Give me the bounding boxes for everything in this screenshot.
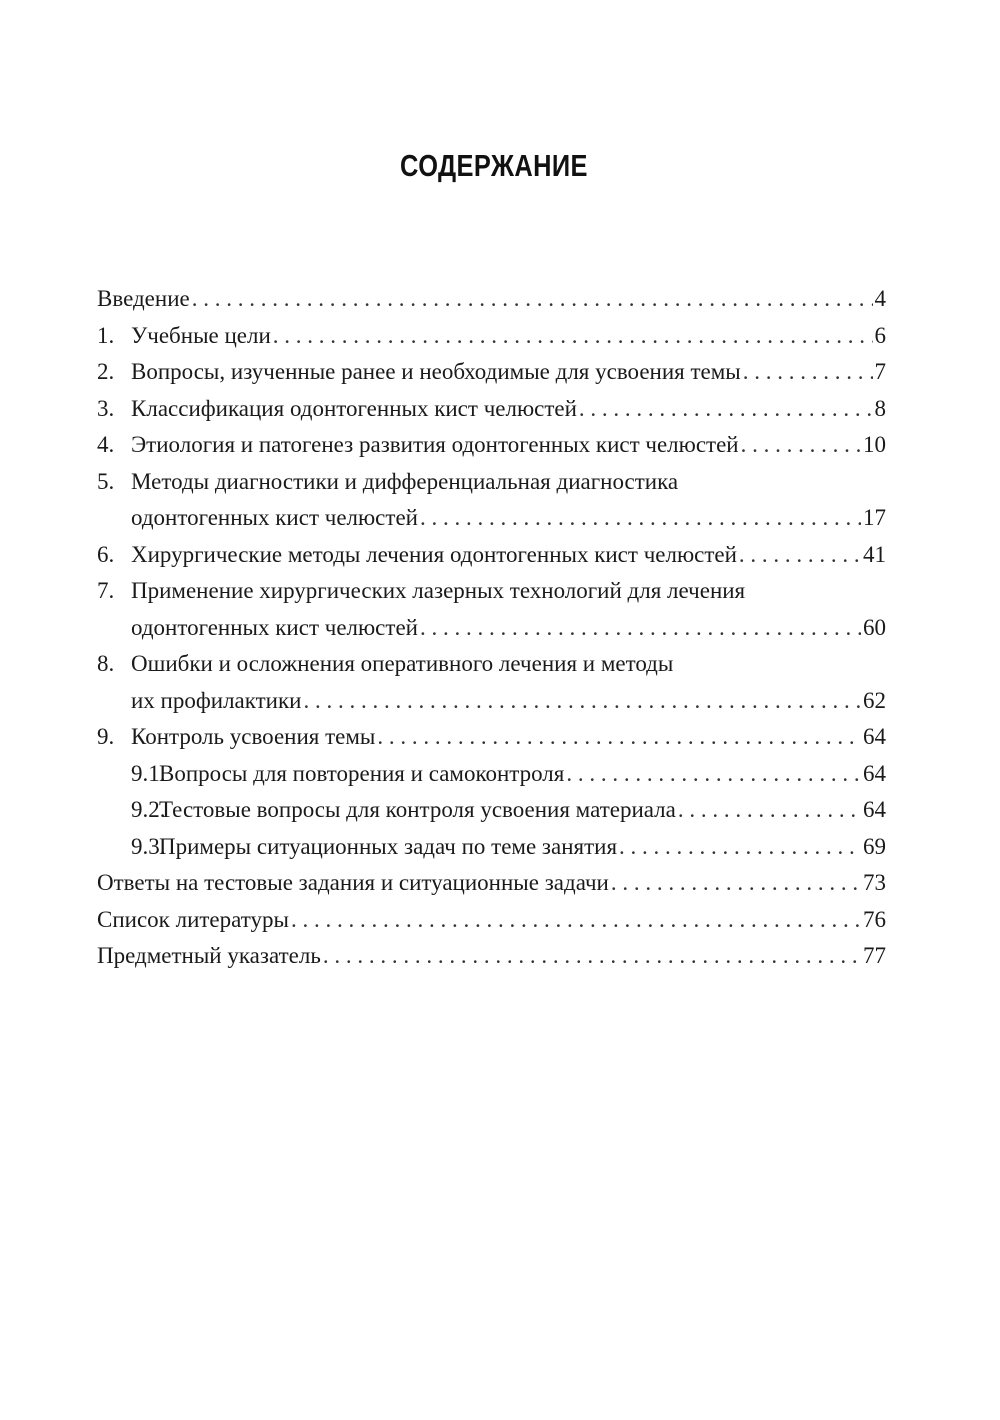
toc-entry-title-line-2: одонтогенных кист челюстей: [131, 505, 418, 530]
toc-entry-title-line-1: Ошибки и осложнения оперативного лечения и методы: [131, 651, 674, 676]
toc-entry-7[interactable]: [97, 573, 886, 646]
dot-leader: [420, 500, 861, 537]
toc-entry-9[interactable]: [97, 719, 886, 756]
table-of-contents: [97, 281, 886, 975]
toc-entry-number: 7.: [97, 578, 115, 603]
toc-entry-index[interactable]: [97, 938, 886, 975]
toc-entry-number: 9.: [97, 724, 115, 749]
toc-entry-title: Предметный указатель: [97, 943, 321, 968]
dot-leader: [743, 354, 873, 391]
toc-entry-3[interactable]: [97, 391, 886, 428]
toc-entry-9-1[interactable]: [97, 756, 886, 793]
toc-entry-references[interactable]: [97, 902, 886, 939]
toc-entry-number: 4.: [97, 432, 115, 457]
toc-entry-number: 9.1.: [131, 760, 166, 786]
toc-page-number: 69: [863, 833, 886, 859]
dot-leader: [611, 865, 861, 902]
toc-line: [97, 792, 886, 829]
toc-line: [97, 391, 886, 428]
toc-line: [97, 683, 886, 720]
toc-entry-title: Классификация одонтогенных кист челюстей: [131, 395, 577, 421]
toc-page-number: 62: [863, 687, 886, 713]
dot-leader: [619, 829, 861, 866]
toc-page-number: 17: [863, 505, 886, 530]
toc-page-number: 60: [863, 614, 886, 640]
toc-line: [97, 318, 886, 355]
toc-entry-8[interactable]: [97, 646, 886, 719]
dot-leader: [739, 537, 861, 574]
toc-entry-number: 2.: [97, 359, 115, 384]
toc-line: [97, 573, 886, 610]
toc-page-number: 6: [874, 322, 886, 348]
toc-entry-9-2[interactable]: [97, 792, 886, 829]
toc-page-number: 64: [863, 760, 886, 786]
toc-entry-number: 8.: [97, 651, 115, 676]
toc-entry-number: 5.: [97, 468, 115, 494]
dot-leader: [566, 756, 861, 793]
toc-line: [97, 427, 886, 464]
toc-line: [97, 537, 886, 574]
toc-entry-6[interactable]: [97, 537, 886, 574]
toc-line: [97, 938, 886, 975]
toc-entry-title: Список литературы: [97, 906, 289, 932]
toc-entry-title: Учебные цели: [131, 322, 271, 348]
toc-entry-title-line-2: их профилактики: [131, 687, 302, 713]
dot-leader: [420, 610, 861, 647]
toc-entry-number: 3.: [97, 395, 115, 421]
toc-entry-title: Примеры ситуационных задач по теме занятия: [159, 833, 618, 859]
toc-line: [97, 464, 886, 501]
toc-entry-title: Тестовые вопросы для контроля усвоения материала: [159, 797, 676, 822]
toc-entry-title-line-2: одонтогенных кист челюстей: [131, 614, 418, 640]
toc-line: [97, 756, 886, 793]
toc-entry-title: Этиология и патогенез развития одонтогенных кист челюстей: [131, 432, 739, 457]
toc-entry-title: Вопросы, изученные ранее и необходимые для усвоения темы: [131, 359, 741, 384]
toc-line: [97, 354, 886, 391]
toc-page-number: 4: [874, 286, 886, 311]
toc-entry-2[interactable]: [97, 354, 886, 391]
toc-entry-title: Ответы на тестовые задания и ситуационные задачи: [97, 870, 609, 895]
toc-line: [97, 500, 886, 537]
toc-entry-1[interactable]: [97, 318, 886, 355]
toc-page-number: 77: [863, 943, 886, 968]
toc-entry-introduction[interactable]: [97, 281, 886, 318]
dot-leader: [741, 427, 861, 464]
toc-entry-9-3[interactable]: [97, 829, 886, 866]
toc-entry-number: 6.: [97, 541, 115, 567]
toc-line: [97, 902, 886, 939]
toc-page-number: 73: [863, 870, 886, 895]
toc-entry-answers[interactable]: [97, 865, 886, 902]
toc-line: [97, 281, 886, 318]
toc-entry-number: 9.3.: [131, 833, 166, 859]
toc-line: [97, 865, 886, 902]
toc-entry-title-line-1: Применение хирургических лазерных технологий для лечения: [131, 578, 746, 603]
dot-leader: [192, 281, 873, 318]
toc-line: [97, 719, 886, 756]
toc-page-number: 10: [863, 432, 886, 457]
toc-entry-4[interactable]: [97, 427, 886, 464]
page-title: СОДЕРЖАНИЕ: [400, 148, 588, 183]
toc-entry-5[interactable]: [97, 464, 886, 537]
toc-page-number: 8: [874, 395, 886, 421]
toc-entry-title: Введение: [97, 286, 190, 311]
toc-entry-title: Хирургические методы лечения одонтогенных кист челюстей: [131, 541, 737, 567]
toc-page-number: 64: [863, 797, 886, 822]
toc-line: [97, 610, 886, 647]
toc-page-number: 76: [863, 906, 886, 932]
dot-leader: [377, 719, 861, 756]
toc-line: [97, 646, 886, 683]
toc-entry-title-line-1: Методы диагностики и дифференциальная диагностика: [131, 468, 679, 494]
toc-entry-number: 1.: [97, 322, 115, 348]
dot-leader: [273, 318, 873, 355]
toc-page-number: 7: [874, 359, 886, 384]
toc-entry-number: 9.2.: [131, 797, 166, 822]
toc-page-number: 41: [863, 541, 886, 567]
dot-leader: [323, 938, 861, 975]
toc-line: [97, 829, 886, 866]
toc-entry-title: Контроль усвоения темы: [131, 724, 376, 749]
toc-page-number: 64: [863, 724, 886, 749]
dot-leader: [678, 792, 861, 829]
dot-leader: [303, 683, 861, 720]
dot-leader: [291, 902, 861, 939]
toc-entry-title: Вопросы для повторения и самоконтроля: [159, 760, 565, 786]
dot-leader: [579, 391, 873, 428]
